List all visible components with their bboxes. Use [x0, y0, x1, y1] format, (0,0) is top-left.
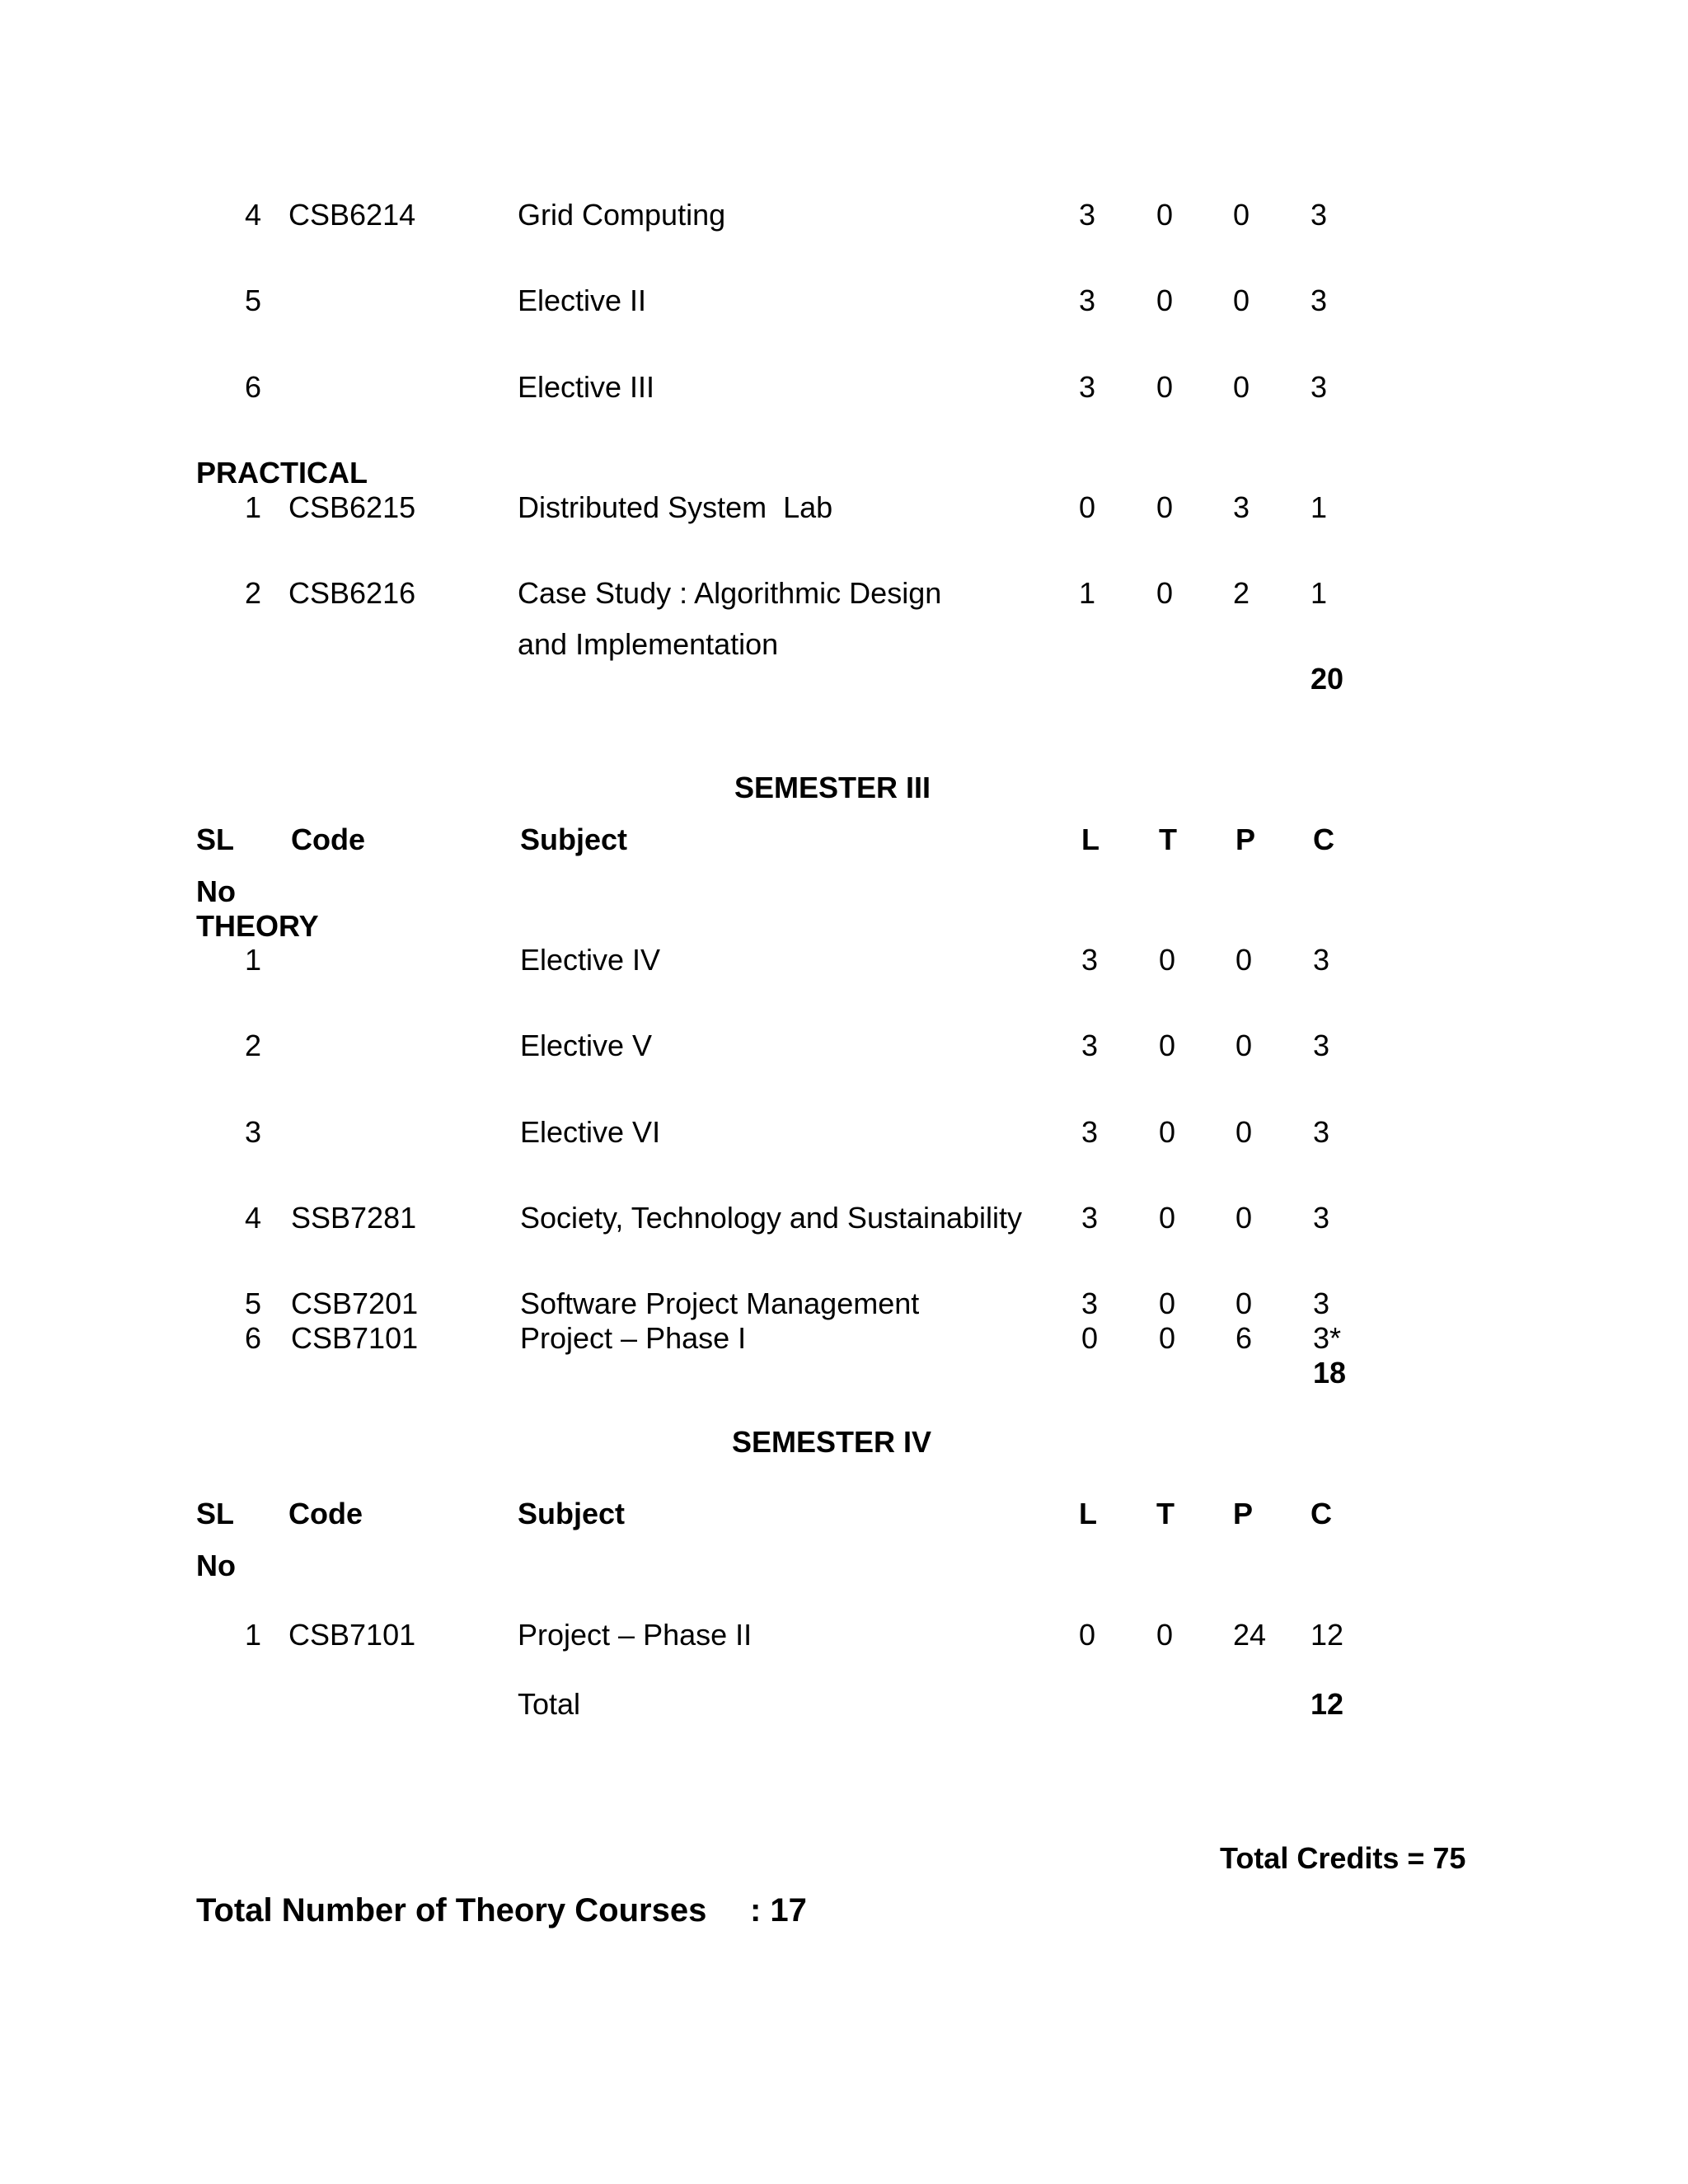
header-code: Code	[291, 823, 365, 856]
sl-no: 4	[245, 1201, 262, 1235]
course-code: CSB6216	[288, 576, 416, 610]
tutorial-hours: 0	[1156, 284, 1174, 317]
header-l: L	[1081, 823, 1100, 856]
credits: 1	[1311, 490, 1328, 524]
lecture-hours: 3	[1079, 284, 1096, 317]
header-no: No	[196, 1549, 236, 1582]
lecture-hours: 3	[1081, 1286, 1099, 1320]
header-no: No	[196, 874, 236, 908]
practical-hours: 0	[1233, 284, 1250, 317]
subject: Software Project Management	[520, 1286, 920, 1320]
theory-courses-label: Total Number of Theory Courses	[196, 1892, 707, 1929]
header-code: Code	[288, 1497, 363, 1530]
credits: 3	[1311, 284, 1328, 317]
credits: 3	[1313, 943, 1330, 977]
sl-no: 6	[245, 370, 262, 404]
semester-total-credits: 20	[1311, 662, 1344, 696]
sl-no: 5	[245, 284, 262, 317]
tutorial-hours: 0	[1156, 490, 1174, 524]
practical-hours: 6	[1236, 1321, 1253, 1355]
tutorial-hours: 0	[1159, 1201, 1176, 1235]
subject: Elective VI	[520, 1115, 661, 1149]
sl-no: 3	[245, 1115, 262, 1149]
lecture-hours: 0	[1079, 490, 1096, 524]
course-code: CSB7101	[291, 1321, 419, 1355]
header-c: C	[1313, 823, 1334, 856]
lecture-hours: 3	[1079, 198, 1096, 232]
header-sl: SL	[196, 823, 235, 856]
theory-heading: THEORY	[196, 909, 319, 943]
lecture-hours: 0	[1079, 1618, 1096, 1652]
theory-courses-value: : 17	[750, 1892, 807, 1929]
tutorial-hours: 0	[1156, 1618, 1174, 1652]
header-c: C	[1311, 1497, 1332, 1530]
sl-no: 5	[245, 1286, 262, 1320]
subject: Elective IV	[520, 943, 661, 977]
header-sl: SL	[196, 1497, 235, 1530]
lecture-hours: 3	[1081, 1201, 1099, 1235]
subject: Project – Phase II	[518, 1618, 753, 1652]
tutorial-hours: 0	[1159, 1321, 1176, 1355]
semester-title: SEMESTER IV	[732, 1425, 932, 1459]
credits: 12	[1311, 1618, 1344, 1652]
credits: 3	[1311, 370, 1328, 404]
course-code: CSB7201	[291, 1286, 419, 1320]
course-code: CSB6215	[288, 490, 416, 524]
sl-no: 4	[245, 198, 262, 232]
sl-no: 2	[245, 1029, 262, 1062]
subject: Elective III	[518, 370, 655, 404]
credits: 3	[1313, 1286, 1330, 1320]
sl-no: 2	[245, 576, 262, 610]
subject: Society, Technology and Sustainability	[520, 1201, 1023, 1235]
practical-hours: 0	[1236, 943, 1253, 977]
tutorial-hours: 0	[1156, 576, 1174, 610]
subject: Case Study : Algorithmic Design	[518, 576, 942, 610]
course-code: CSB7101	[288, 1618, 416, 1652]
sl-no: 1	[245, 490, 262, 524]
credits: 3	[1311, 198, 1328, 232]
practical-heading: PRACTICAL	[196, 456, 368, 490]
header-l: L	[1079, 1497, 1097, 1530]
course-code: SSB7281	[291, 1201, 417, 1235]
subject: Elective V	[520, 1029, 653, 1062]
lecture-hours: 3	[1081, 943, 1099, 977]
practical-hours: 0	[1236, 1115, 1253, 1149]
lecture-hours: 3	[1081, 1115, 1099, 1149]
total-credits: Total Credits = 75	[1220, 1841, 1466, 1875]
practical-hours: 0	[1236, 1201, 1253, 1235]
header-p: P	[1236, 823, 1256, 856]
total-label: Total	[518, 1687, 581, 1721]
tutorial-hours: 0	[1159, 1286, 1176, 1320]
credits: 3*	[1313, 1321, 1342, 1355]
header-t: T	[1156, 1497, 1175, 1530]
subject: Project – Phase I	[520, 1321, 747, 1355]
practical-hours: 0	[1233, 198, 1250, 232]
subject: Distributed System Lab	[518, 490, 833, 524]
lecture-hours: 0	[1081, 1321, 1099, 1355]
semester-total-credits: 18	[1313, 1356, 1347, 1390]
practical-hours: 0	[1233, 370, 1250, 404]
credits: 3	[1313, 1115, 1330, 1149]
header-subject: Subject	[518, 1497, 626, 1530]
sl-no: 6	[245, 1321, 262, 1355]
sl-no: 1	[245, 1618, 262, 1652]
lecture-hours: 3	[1079, 370, 1096, 404]
credits: 3	[1313, 1029, 1330, 1062]
semester-total-credits: 12	[1311, 1687, 1344, 1721]
subject-line2: and Implementation	[518, 627, 779, 661]
tutorial-hours: 0	[1156, 198, 1174, 232]
header-subject: Subject	[520, 823, 628, 856]
semester-title: SEMESTER III	[734, 771, 931, 804]
tutorial-hours: 0	[1159, 1115, 1176, 1149]
subject: Grid Computing	[518, 198, 726, 232]
credits: 3	[1313, 1201, 1330, 1235]
practical-hours: 0	[1236, 1286, 1253, 1320]
header-p: P	[1233, 1497, 1254, 1530]
practical-hours: 2	[1233, 576, 1250, 610]
lecture-hours: 3	[1081, 1029, 1099, 1062]
tutorial-hours: 0	[1159, 943, 1176, 977]
sl-no: 1	[245, 943, 262, 977]
header-t: T	[1159, 823, 1177, 856]
practical-hours: 24	[1233, 1618, 1267, 1652]
tutorial-hours: 0	[1159, 1029, 1176, 1062]
practical-hours: 3	[1233, 490, 1250, 524]
tutorial-hours: 0	[1156, 370, 1174, 404]
subject: Elective II	[518, 284, 647, 317]
practical-hours: 0	[1236, 1029, 1253, 1062]
lecture-hours: 1	[1079, 576, 1096, 610]
course-code: CSB6214	[288, 198, 416, 232]
credits: 1	[1311, 576, 1328, 610]
